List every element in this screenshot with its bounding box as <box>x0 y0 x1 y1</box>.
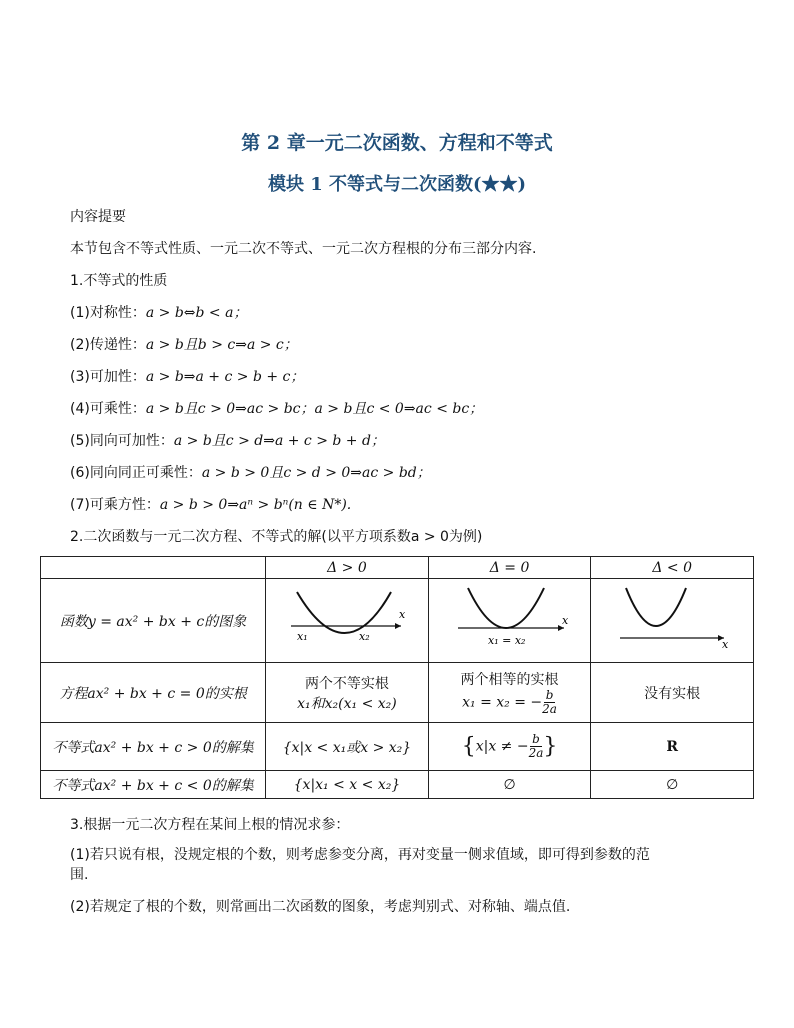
graph-cell <box>428 579 591 663</box>
graph-cell <box>591 579 754 663</box>
property-item <box>70 494 351 514</box>
property-item <box>70 462 431 482</box>
row-label <box>41 579 266 663</box>
property-label: (4)可乘性： <box>70 401 146 417</box>
right-brace: } <box>543 734 558 759</box>
cell-text: 两个相等的实根 <box>460 672 559 688</box>
property-item <box>70 366 304 386</box>
row-label <box>41 723 266 771</box>
table-header-row <box>41 557 754 579</box>
cell-formula: x₁和x₂(x₁ < x₂) <box>297 695 397 712</box>
cell-text: 两个不等实根 <box>304 675 389 692</box>
property-label: (2)传递性： <box>70 337 146 353</box>
table-cell <box>266 663 429 723</box>
header-cell: Δ < 0 <box>591 557 754 579</box>
x-axis-label: x <box>398 607 406 621</box>
table-row <box>41 771 754 799</box>
fraction <box>529 733 544 760</box>
x2-label: x₂ <box>358 629 370 643</box>
table-cell: ∅ <box>428 771 591 799</box>
property-label: (3)可加性： <box>70 369 146 385</box>
property-item <box>70 430 385 450</box>
double-root-label: x₁ = x₂ <box>487 633 525 647</box>
row-label <box>41 771 266 799</box>
table-row <box>41 663 754 723</box>
table-cell: {x|x < x₁或x > x₂} <box>266 723 429 771</box>
header-cell: Δ > 0 <box>266 557 429 579</box>
fraction-numerator: b <box>545 688 554 702</box>
parabola-two-roots-graph <box>287 584 407 654</box>
table-cell: ∅ <box>591 771 754 799</box>
table-cell <box>428 663 591 723</box>
fraction-numerator: b <box>532 732 540 746</box>
row-label-text: 函数y = ax² + bx + c的图象 <box>59 613 247 630</box>
x1-label: x₁ <box>296 629 308 643</box>
row-label <box>41 663 266 723</box>
property-label: (7)可乘方性： <box>70 497 160 513</box>
parabola-one-root-graph <box>450 584 570 654</box>
property-label: (5)同向可加性： <box>70 433 174 449</box>
row-label-text: 方程ax² + bx + c = 0的实根 <box>59 685 247 702</box>
fraction-denominator: 2a <box>528 746 544 760</box>
section3-title: 3.根据一元二次方程在某间上根的情况求参： <box>70 817 350 833</box>
module-title: 模块 1 不等式与二次函数(★★) <box>267 174 527 195</box>
property-item <box>70 302 247 322</box>
table-cell: 没有实根 <box>591 663 754 723</box>
property-label: (6)同向同正可乘性： <box>70 465 202 481</box>
header-cell <box>41 557 266 579</box>
table-cell: {x|x₁ < x < x₂} <box>266 771 429 799</box>
property-item <box>70 334 298 354</box>
section3-item1-line2: 围. <box>70 867 89 883</box>
property-label: (1)对称性： <box>70 305 146 321</box>
chapter-title: 第 2 章一元二次函数、方程和不等式 <box>241 132 553 154</box>
cell-formula <box>429 689 591 716</box>
fraction <box>542 689 557 716</box>
table-row <box>41 579 754 663</box>
table-cell <box>428 723 591 771</box>
property-formula: a > b且c > 0⇒ac > bc；a > b且c < 0⇒ac < bc； <box>145 401 484 417</box>
property-formula: a > b⇔b < a； <box>145 305 248 321</box>
parabola-no-root-graph <box>612 584 732 654</box>
section3-item1-line1: (1)若只说有根，没规定根的个数，则考虑参变分离，再对变量一侧求值域，即可得到参数的范 <box>70 847 650 863</box>
graph-cell <box>266 579 429 663</box>
formula-lhs: x|x ≠ − <box>475 738 529 755</box>
intro-heading: 内容提要 <box>70 209 126 225</box>
section1-title: 1.不等式的性质 <box>70 273 168 289</box>
property-item <box>70 398 483 418</box>
property-formula: a > b⇒a + c > b + c； <box>145 369 305 385</box>
property-formula: a > b且c > d⇒a + c > b + d； <box>173 433 385 449</box>
property-formula: a > b > 0⇒aⁿ > bⁿ(n ∈ N*). <box>159 497 352 513</box>
formula-lhs: x₁ = x₂ = − <box>462 694 543 711</box>
row-label-text: 不等式ax² + bx + c > 0的解集 <box>52 739 254 756</box>
section3-item2: (2)若规定了根的个数，则常画出二次函数的图象，考虑判别式、对称轴、端点值. <box>70 899 571 915</box>
x-axis-label: x <box>561 613 568 627</box>
table-cell: R <box>591 723 754 771</box>
property-formula: a > b且b > c⇒a > c； <box>145 337 298 353</box>
quadratic-summary-table <box>40 556 754 799</box>
section2-title: 2.二次函数与一元二次方程、不等式的解(以平方项系数a > 0为例) <box>70 529 483 545</box>
intro-summary: 本节包含不等式性质、一元二次不等式、一元二次方程根的分布三部分内容. <box>70 241 537 257</box>
x-axis-label: x <box>722 637 729 651</box>
left-brace: { <box>461 734 476 759</box>
table-row <box>41 723 754 771</box>
property-formula: a > b > 0且c > d > 0⇒ac > bd； <box>201 465 431 481</box>
header-cell: Δ = 0 <box>428 557 591 579</box>
row-label-text: 不等式ax² + bx + c < 0的解集 <box>52 777 254 794</box>
fraction-denominator: 2a <box>542 702 557 716</box>
